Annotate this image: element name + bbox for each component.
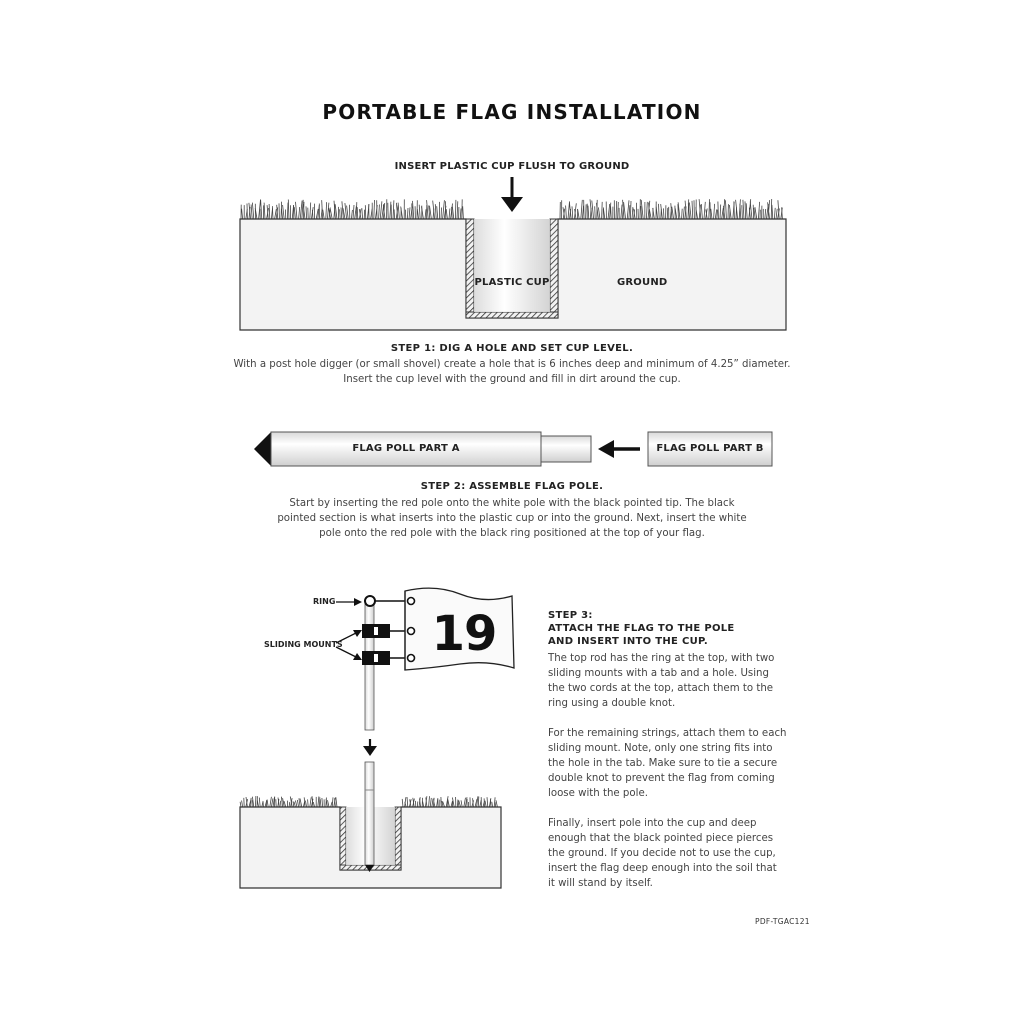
left-arrow-head [598, 440, 614, 458]
grass-blade [430, 798, 431, 807]
grass-blade [318, 796, 319, 807]
grass-blade [446, 209, 447, 219]
grass-blade [326, 202, 327, 219]
grass-blade [306, 206, 307, 219]
grass-blade [255, 796, 256, 807]
grass-blade [293, 801, 294, 807]
step3-p1-line: ring using a double knot. [548, 698, 676, 709]
step3-p3-line: insert the flag deep enough into the soil that [548, 863, 777, 874]
grass-blade [758, 202, 759, 219]
grass-blade [765, 209, 766, 219]
grass-blade [659, 204, 660, 219]
grass-blade [320, 799, 321, 807]
grass-blade [461, 800, 462, 807]
grass-blade [595, 206, 596, 219]
grass-blade [718, 202, 719, 220]
grass-blade [441, 208, 442, 220]
grass-blade [308, 799, 309, 807]
step3-heading-3: AND INSERT INTO THE CUP. [548, 636, 708, 647]
grass-blade [435, 204, 436, 219]
grass-blade [345, 203, 347, 219]
grass-blade [304, 797, 305, 807]
ring-pointer-head [354, 598, 362, 606]
grass-blade [319, 797, 320, 807]
grass-right [560, 199, 782, 219]
grommet-middle [408, 628, 415, 635]
grass-blade [492, 802, 493, 807]
grass-blade [749, 208, 750, 219]
grass-blade [341, 208, 342, 220]
step3-p1-line: sliding mounts with a tab and a hole. Using [548, 668, 769, 679]
grass-blade [242, 801, 243, 808]
grass-blade [423, 801, 424, 807]
down-arrow-head [501, 197, 523, 212]
step3-p1-line: the two cords at the top, attach them to the [548, 683, 774, 694]
grass-left [241, 199, 463, 219]
grass-blade [437, 206, 438, 219]
grass-blade [734, 201, 735, 219]
step1-line1: With a post hole digger (or small shovel) create a hole that is 6 inches deep and minimum of 4.25” diameter. [233, 359, 791, 370]
step3-heading-1: STEP 3: [548, 610, 593, 621]
grass-blade [746, 203, 747, 219]
grass-blade [336, 797, 337, 807]
grass-blade [398, 203, 399, 219]
grass-blade [457, 201, 458, 219]
grass-blade [409, 207, 410, 219]
grass-blade [322, 798, 323, 807]
grass-blade [772, 205, 773, 219]
grass-blade [353, 205, 354, 219]
inserted-pole [365, 762, 374, 865]
grass-blade [310, 797, 311, 807]
step3-paragraph-2 [548, 726, 787, 801]
step3-p2-line: For the remaining strings, attach them to each [548, 728, 787, 739]
grass-blade [251, 798, 252, 807]
grass-blade [477, 796, 478, 807]
grass-blade [726, 200, 727, 219]
grass-blade [683, 207, 684, 219]
step3-p2-line: the hole in the tab. Make sure to tie a secure [548, 758, 778, 769]
grass-blade [598, 207, 600, 219]
grass-blade [313, 802, 314, 807]
step3-paragraph-1 [548, 651, 787, 711]
grass-blade [390, 202, 391, 219]
grass-blade [380, 201, 382, 219]
grass-blade [264, 203, 265, 219]
grass-blade [365, 205, 366, 219]
cup-wall-right-small [395, 807, 401, 870]
grommet-top [408, 598, 415, 605]
grass-blade [347, 206, 349, 219]
step3-p2-line: sliding mount. Note, only one string fits into [548, 743, 773, 754]
grass-blade [714, 204, 715, 219]
grass-blade [692, 201, 693, 219]
step3-p3-line: it will stand by itself. [548, 878, 653, 889]
pole-tip [254, 432, 271, 466]
part-b-label: FLAG POLL PART B [656, 443, 764, 454]
page-title: PORTABLE FLAG INSTALLATION [322, 100, 702, 124]
step2-heading: STEP 2: ASSEMBLE FLAG POLE. [420, 481, 604, 492]
grass-blade [312, 796, 313, 807]
grass-blade [629, 205, 630, 219]
cup-wall-left-small [340, 807, 346, 870]
grass-blade [745, 201, 746, 219]
step3-paragraph-3 [548, 816, 787, 891]
grass-blade [582, 206, 583, 219]
grass-blade [602, 202, 603, 219]
grass-blade [621, 205, 622, 219]
grass-blade [473, 798, 474, 807]
grass-blade [425, 209, 426, 219]
grass-blade [240, 802, 241, 807]
step2-line3: pole onto the red pole with the black ring positioned at the top of your flag. [319, 528, 705, 539]
grass-right-small [402, 796, 497, 807]
grass-blade [356, 202, 357, 219]
grass-blade [586, 204, 587, 219]
grass-blade [774, 208, 775, 219]
grass-blade [272, 206, 273, 219]
grass-blade [267, 800, 268, 808]
grass-blade [299, 207, 300, 219]
grass-blade [242, 209, 243, 219]
flag-pole [365, 604, 374, 730]
insert-arrow-head [363, 746, 377, 756]
grass-blade [379, 205, 380, 220]
grass-blade [340, 209, 341, 219]
grass-blade [449, 209, 450, 220]
grass-blade [305, 801, 306, 807]
grass-blade [667, 208, 668, 219]
grass-blade [491, 799, 492, 807]
grass-blade [740, 204, 741, 219]
grass-blade [711, 209, 712, 219]
grass-blade [776, 209, 777, 219]
grass-blade [704, 202, 705, 219]
step3-heading-2: ATTACH THE FLAG TO THE POLE [548, 623, 735, 634]
grass-blade [709, 199, 710, 219]
grass-blade [407, 208, 408, 219]
diagram-pole-in-ground [240, 762, 501, 888]
step3-p3-line: Finally, insert pole into the cup and deep [548, 818, 757, 829]
ring-label: RING [313, 597, 336, 606]
grass-blade [478, 797, 479, 808]
grass-blade [715, 209, 717, 219]
grass-blade [682, 209, 683, 219]
grass-blade [460, 209, 461, 220]
grass-blade [269, 204, 270, 219]
insert-cup-label: INSERT PLASTIC CUP FLUSH TO GROUND [394, 161, 630, 172]
cup-wall-right [550, 219, 558, 318]
step3-p3-line: the ground. If you decide not to use the cup, [548, 848, 776, 859]
mount-hole-lower [374, 654, 378, 662]
grass-blade [351, 210, 352, 219]
grass-blade [259, 798, 260, 807]
grass-blade [294, 207, 295, 219]
grass-blade [417, 209, 418, 219]
step3-p1-line: The top rod has the ring at the top, with two [548, 653, 775, 664]
grass-blade [252, 203, 253, 219]
grass-blade [630, 201, 631, 219]
grass-blade [295, 801, 297, 808]
step3-text [548, 609, 787, 891]
grass-blade [641, 206, 642, 219]
grass-blade [357, 207, 358, 219]
pole-part-a-connector [541, 436, 591, 462]
ring [365, 596, 375, 606]
grass-blade [487, 797, 488, 807]
mount-hole-upper [374, 627, 378, 635]
grass-blade [443, 200, 445, 219]
step1-line2: Insert the cup level with the ground and fill in dirt around the cup. [343, 374, 681, 385]
grass-blade [441, 797, 442, 807]
grass-blade [332, 797, 333, 807]
grass-left-small [240, 796, 337, 807]
grass-blade [420, 799, 421, 808]
flag-number: 19 [431, 606, 497, 662]
grass-blade [771, 199, 772, 219]
grass-blade [413, 201, 414, 219]
grass-blade [663, 208, 664, 219]
grass-blade [283, 205, 285, 219]
grass-blade [495, 802, 496, 807]
part-a-label: FLAG POLL PART A [352, 443, 460, 454]
grass-blade [394, 209, 395, 219]
grass-blade [463, 206, 464, 219]
grass-blade [496, 800, 497, 807]
grass-blade [484, 798, 485, 807]
grass-blade [407, 797, 408, 807]
grass-blade [743, 200, 744, 219]
grass-blade [251, 205, 252, 220]
grass-blade [323, 210, 324, 219]
grass-blade [429, 796, 430, 807]
grommet-bottom [408, 655, 415, 662]
diagram-cup-in-ground [240, 177, 786, 330]
step2-line1: Start by inserting the red pole onto the white pole with the black pointed tip. The black [289, 498, 735, 509]
grass-blade [566, 206, 567, 220]
grass-blade [485, 801, 486, 807]
grass-blade [271, 798, 273, 807]
grass-blade [572, 206, 573, 219]
grass-blade [297, 800, 298, 807]
step1-heading: STEP 1: DIG A HOLE AND SET CUP LEVEL. [390, 343, 634, 354]
grass-blade [287, 203, 288, 220]
grass-blade [374, 200, 375, 219]
grass-blade [432, 799, 433, 807]
grass-blade [322, 200, 323, 219]
grass-blade [717, 210, 718, 219]
grass-blade [289, 802, 290, 807]
step3-p3-line: enough that the black pointed piece pierces [548, 833, 774, 844]
grass-blade [296, 202, 298, 219]
grass-blade [328, 800, 330, 807]
grass-blade [252, 797, 253, 807]
grass-blade [362, 208, 363, 219]
grass-blade [261, 200, 262, 220]
grass-blade [282, 209, 283, 220]
sliding-mounts-label: SLIDING MOUNTS [264, 640, 343, 649]
step3-p2-line: double knot to prevent the flag from coming [548, 773, 775, 784]
grass-blade [402, 799, 403, 807]
grass-blade [455, 200, 456, 219]
grass-blade [632, 207, 633, 219]
grass-blade [327, 203, 329, 219]
cup-interior [474, 219, 550, 312]
grass-blade [720, 205, 721, 220]
grass-blade [646, 202, 647, 219]
grass-blade [288, 200, 289, 220]
grass-blade [618, 202, 619, 219]
step2-line2: pointed section is what inserts into the plastic cup or into the ground. Next, insert the white [277, 513, 747, 524]
document-code: PDF-TGAC121 [755, 917, 810, 926]
ground-label: GROUND [617, 277, 668, 288]
plastic-cup-label: PLASTIC CUP [474, 277, 550, 288]
grass-blade [270, 797, 272, 807]
grass-blade [310, 203, 311, 220]
cup-wall-left [466, 219, 474, 318]
grass-blade [280, 801, 281, 807]
grass-blade [742, 205, 743, 219]
grass-blade [616, 201, 617, 219]
grass-blade [581, 200, 583, 219]
grass-blade [294, 802, 295, 807]
grass-blade [588, 206, 589, 219]
grass-blade [452, 207, 453, 220]
grass-blade [419, 205, 420, 219]
step3-p2-line: loose with the pole. [548, 788, 648, 799]
cup-bottom [466, 312, 558, 318]
grass-blade [611, 206, 612, 219]
grass-blade [701, 204, 702, 219]
